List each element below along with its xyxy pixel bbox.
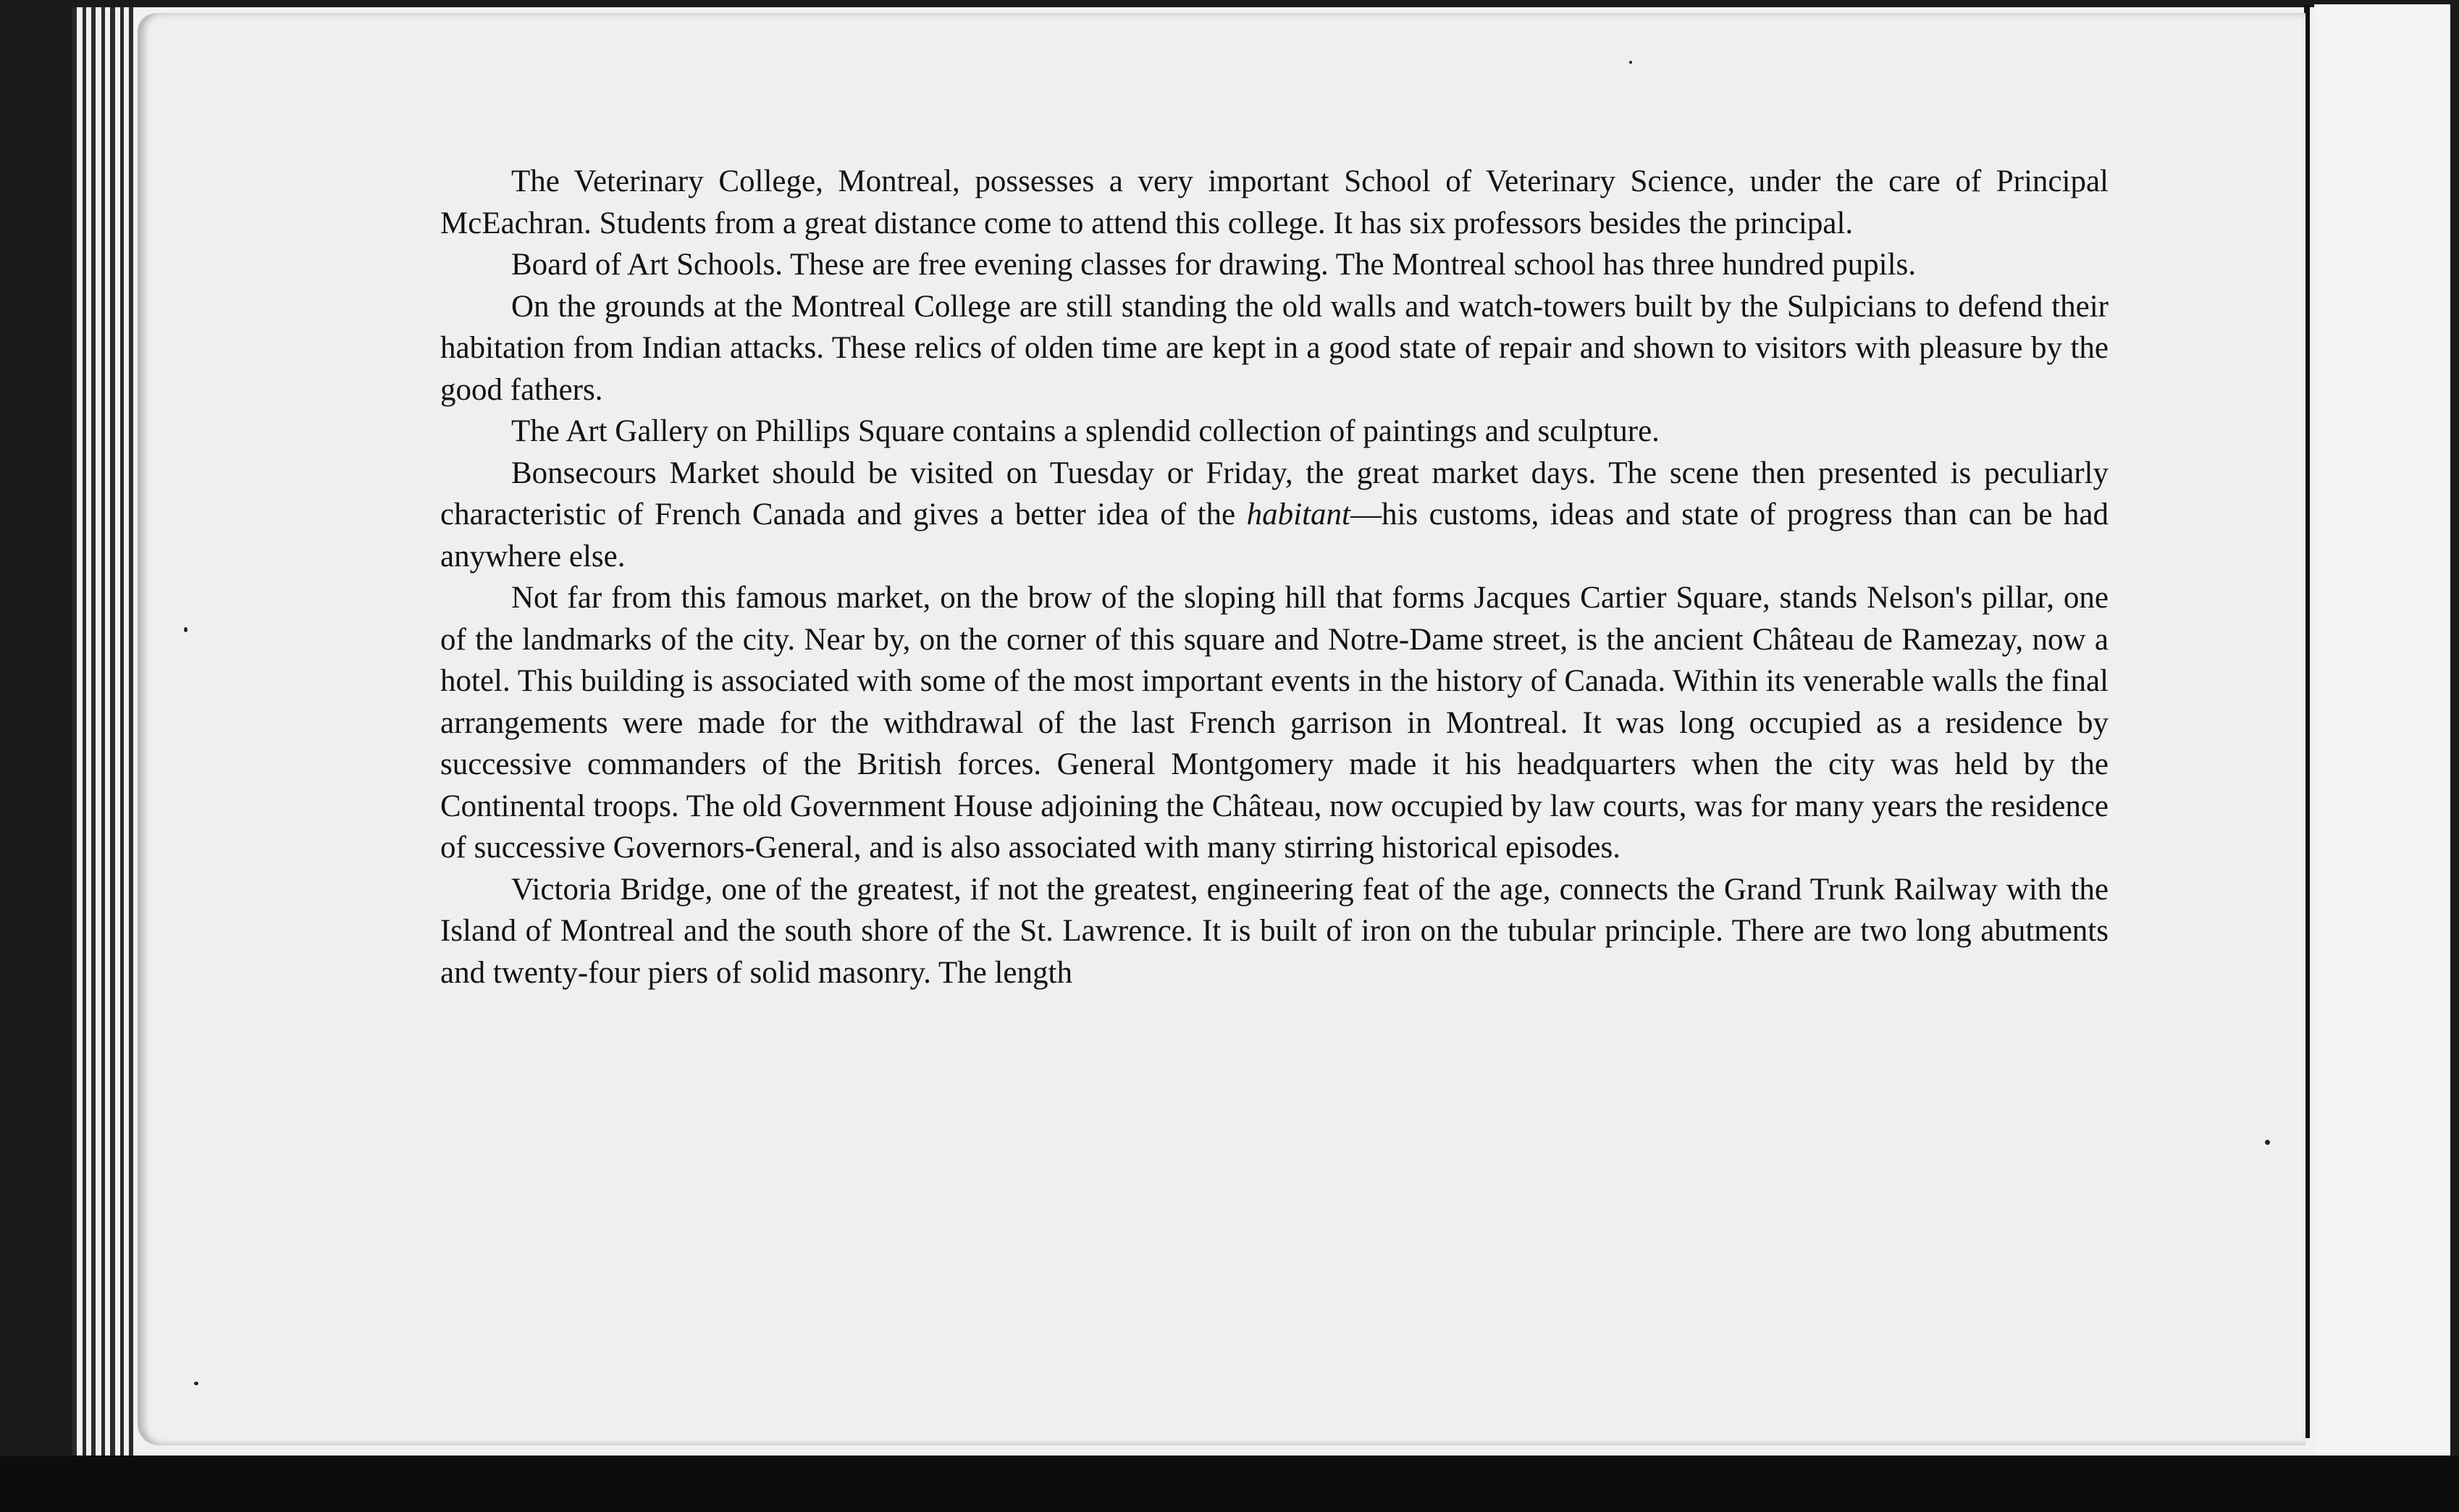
dust-speck bbox=[2265, 1140, 2270, 1145]
paragraph-art-gallery: The Art Gallery on Phillips Square contains a splendid collection of paintings and sculpture. bbox=[511, 414, 1660, 448]
dust-speck bbox=[184, 627, 188, 632]
dust-speck bbox=[1629, 61, 1632, 64]
text-segment: —his customs, ideas and state of progress than can be had anywhere else. bbox=[440, 497, 2109, 574]
dust-speck bbox=[194, 1382, 198, 1385]
scan-border-bottom bbox=[0, 1456, 2459, 1512]
paragraph-art-schools: Board of Art Schools. These are free evening classes for drawing. The Montreal school has three hundred pupils. bbox=[511, 248, 1917, 282]
page-text bbox=[440, 161, 2109, 994]
paragraph-bonsecours-market bbox=[440, 453, 2109, 578]
facing-page bbox=[2314, 4, 2450, 1453]
paragraph-montreal-college: On the grounds at the Montreal College are still standing the old walls and watch-towers built by the Sulpicians to defend their habitation from Indian attacks. These relics of olden time are kept in a good state of repair and shown to visitors with pleasure by the good fathers. bbox=[440, 289, 2109, 407]
scan-border-left bbox=[0, 0, 72, 1512]
text-segment: Bonsecours Market should be visited on Tuesday or Friday, the great market days. The scene then presented is peculiarly characteristic of French Canada and gives a better idea of the bbox=[440, 455, 2109, 532]
scan-border-top bbox=[0, 0, 2459, 7]
paragraph-victoria-bridge: Victoria Bridge, one of the greatest, if not the greatest, engineering feat of the age, connects the Grand Trunk Railway with the Island of Montreal and the south shore of the St. Lawrence. It is built of iron on the tubular principle. There are two long abutments and twenty-four piers of solid masonry. The length bbox=[440, 872, 2109, 990]
scan-border-right bbox=[2450, 0, 2459, 1512]
italic-term: habitant bbox=[1246, 497, 1350, 532]
paragraph-veterinary-college: The Veterinary College, Montreal, possesses a very important School of Veterinary Science, under the care of Principal McEachran. Students from a great distance come to attend this college. It has six professors besides the principal. bbox=[440, 164, 2109, 240]
paragraph-chateau-de-ramezay: Not far from this famous market, on the brow of the sloping hill that forms Jacques Cartier Square, stands Nelson's pillar, one of the landmarks of the city. Near by, on the corner of this square and Notre-Dame street, is the ancient Château de Ramezay, now a hotel. This building is associated with some of the most important events in the history of Canada. Within its venerable walls the final arrangements were made for the withdrawal of the last French garrison in Montreal. It was long occupied as a residence by successive commanders of the British forces. General Montgomery made it his headquarters when the city was held by the Continental troops. The old Government House adjoining the Château, now occupied by law courts, was for many years the residence of successive Governors-General, and is also associated with many stirring historical episodes. bbox=[440, 581, 2109, 865]
